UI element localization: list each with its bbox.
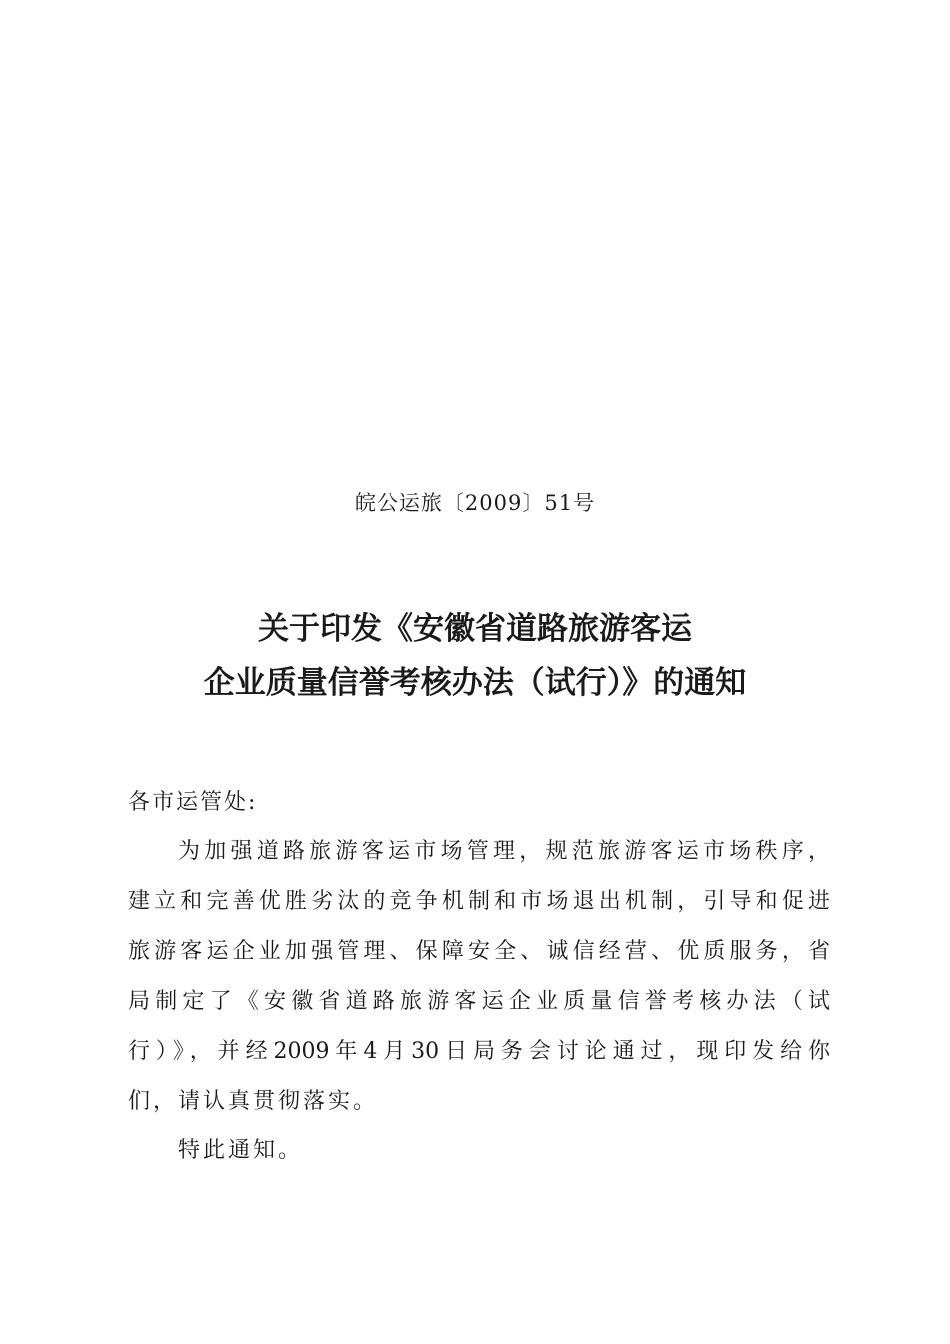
- document-title: [0, 602, 950, 710]
- body-line-6: 们，请认真贯彻落实。: [128, 1089, 379, 1114]
- document-number: 皖公运旅〔2009〕51号: [354, 491, 596, 515]
- body-line-3: 旅游客运企业加强管理、保障安全、诚信经营、优质服务，省: [128, 939, 830, 964]
- body-line-1: 为加强道路旅游客运市场管理，规范旅游客运市场秩序，: [178, 839, 830, 864]
- closing-line: 特此通知。: [178, 1138, 304, 1163]
- body-line-2: 建立和完善优胜劣汰的竞争机制和市场退出机制，引导和促进: [128, 889, 830, 914]
- title-line-1: 关于印发《安徽省道路旅游客运: [258, 611, 692, 647]
- body-line-4: 局制定了《安徽省道路旅游客运企业质量信誉考核办法（试: [128, 989, 830, 1014]
- title-line-2: 企业质量信誉考核办法（试行）》的通知: [203, 665, 747, 701]
- salutation: 各市运管处:: [128, 790, 258, 815]
- body-line-5: 行）》，并经2009年4月30日局务会讨论通过，现印发给你: [128, 1039, 830, 1064]
